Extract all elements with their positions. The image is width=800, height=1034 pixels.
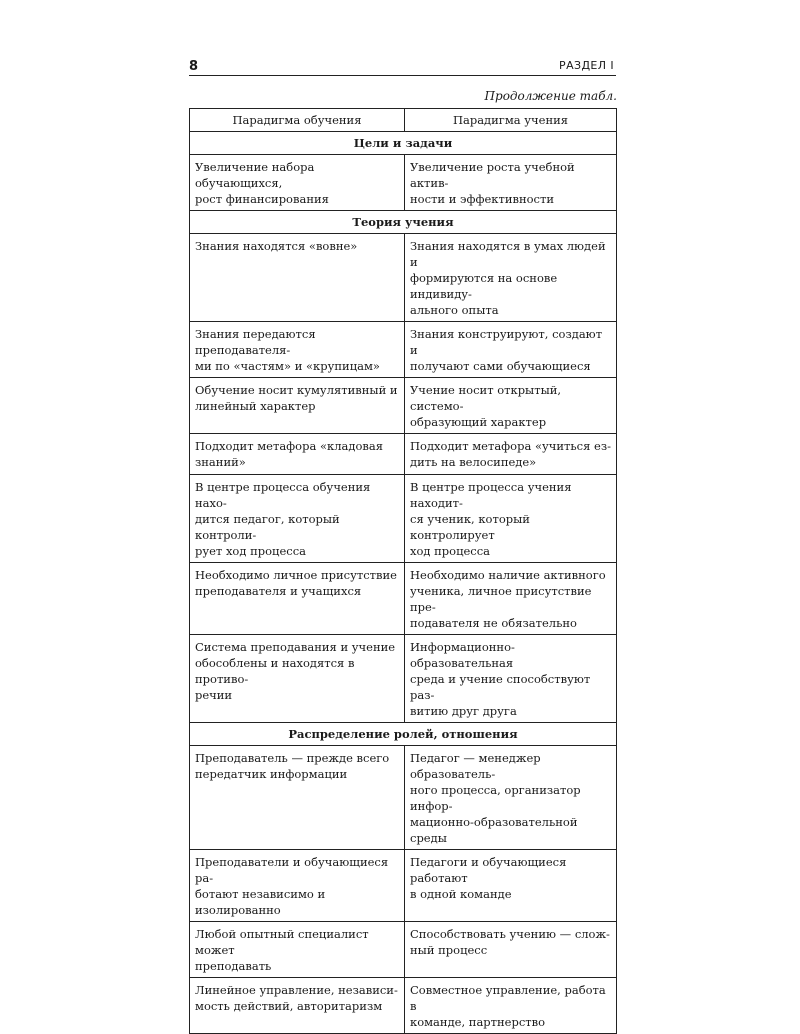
learning-paradigm-cell: Обучение носит кумулятивный и линейный характер xyxy=(190,378,405,434)
section-header-row xyxy=(190,723,617,746)
table-row xyxy=(190,322,617,378)
table-row xyxy=(190,475,617,563)
study-paradigm-cell: Совместное управление, работа в команде, партнерство xyxy=(405,978,617,1034)
table-row xyxy=(190,563,617,635)
header-rule xyxy=(189,75,616,76)
study-paradigm-cell: Способствовать учению — слож- ный процесс xyxy=(405,922,617,978)
section-title: Теория учения xyxy=(190,211,617,234)
learning-paradigm-cell: Преподаватели и обучающиеся ра- ботают независимо и изолированно xyxy=(190,850,405,922)
section-header-row xyxy=(190,132,617,155)
learning-paradigm-cell: Знания находятся «вовне» xyxy=(190,234,405,322)
section-header-row xyxy=(190,211,617,234)
study-paradigm-cell: Необходимо наличие активного ученика, личное присутствие пре- подавателя не обязательно xyxy=(405,563,617,635)
learning-paradigm-cell: В центре процесса обучения нахо- дится педагог, который контроли- рует ход процесса xyxy=(190,475,405,563)
table-row xyxy=(190,434,617,475)
learning-paradigm-cell: Необходимо личное присутствие преподавателя и учащихся xyxy=(190,563,405,635)
learning-paradigm-cell: Линейное управление, независи- мость действий, авторитаризм xyxy=(190,978,405,1034)
study-paradigm-cell: Информационно-образовательная среда и учение способствуют раз- витию друг друга xyxy=(405,635,617,723)
learning-paradigm-cell: Увеличение набора обучающихся, рост финансирования xyxy=(190,155,405,211)
table-header-row xyxy=(190,109,617,132)
study-paradigm-cell: Знания находятся в умах людей и формируются на основе индивиду- ального опыта xyxy=(405,234,617,322)
learning-paradigm-cell: Знания передаются преподавателя- ми по «частям» и «крупицам» xyxy=(190,322,405,378)
study-paradigm-cell: Педагог — менеджер образователь- ного процесса, организатор инфор- мационно-образовательной среды xyxy=(405,746,617,850)
learning-paradigm-cell: Преподаватель — прежде всего передатчик информации xyxy=(190,746,405,850)
table-row xyxy=(190,635,617,723)
running-header-section: РАЗДЕЛ I xyxy=(559,59,614,72)
learning-paradigm-cell: Система преподавания и учение обособлены и находятся в противо- речии xyxy=(190,635,405,723)
paradigm-comparison-table xyxy=(189,108,617,1034)
table-row xyxy=(190,746,617,850)
table-row xyxy=(190,978,617,1034)
learning-paradigm-cell: Любой опытный специалист может преподавать xyxy=(190,922,405,978)
page-number: 8 xyxy=(189,59,199,74)
study-paradigm-cell: Педагоги и обучающиеся работают в одной команде xyxy=(405,850,617,922)
table-row xyxy=(190,922,617,978)
table-row xyxy=(190,155,617,211)
column-header: Парадигма обучения xyxy=(190,109,405,132)
study-paradigm-cell: Увеличение роста учебной актив- ности и эффективности xyxy=(405,155,617,211)
table-row xyxy=(190,234,617,322)
column-header: Парадигма учения xyxy=(405,109,617,132)
study-paradigm-cell: Учение носит открытый, системо- образующий характер xyxy=(405,378,617,434)
section-title: Распределение ролей, отношения xyxy=(190,723,617,746)
table-continuation-note: Продолжение табл. xyxy=(484,89,617,103)
study-paradigm-cell: В центре процесса учения находит- ся ученик, который контролирует ход процесса xyxy=(405,475,617,563)
table-row xyxy=(190,850,617,922)
study-paradigm-cell: Знания конструируют, создают и получают сами обучающиеся xyxy=(405,322,617,378)
study-paradigm-cell: Подходит метафора «учиться ез- дить на велосипеде» xyxy=(405,434,617,475)
table-row xyxy=(190,378,617,434)
section-title: Цели и задачи xyxy=(190,132,617,155)
learning-paradigm-cell: Подходит метафора «кладовая знаний» xyxy=(190,434,405,475)
